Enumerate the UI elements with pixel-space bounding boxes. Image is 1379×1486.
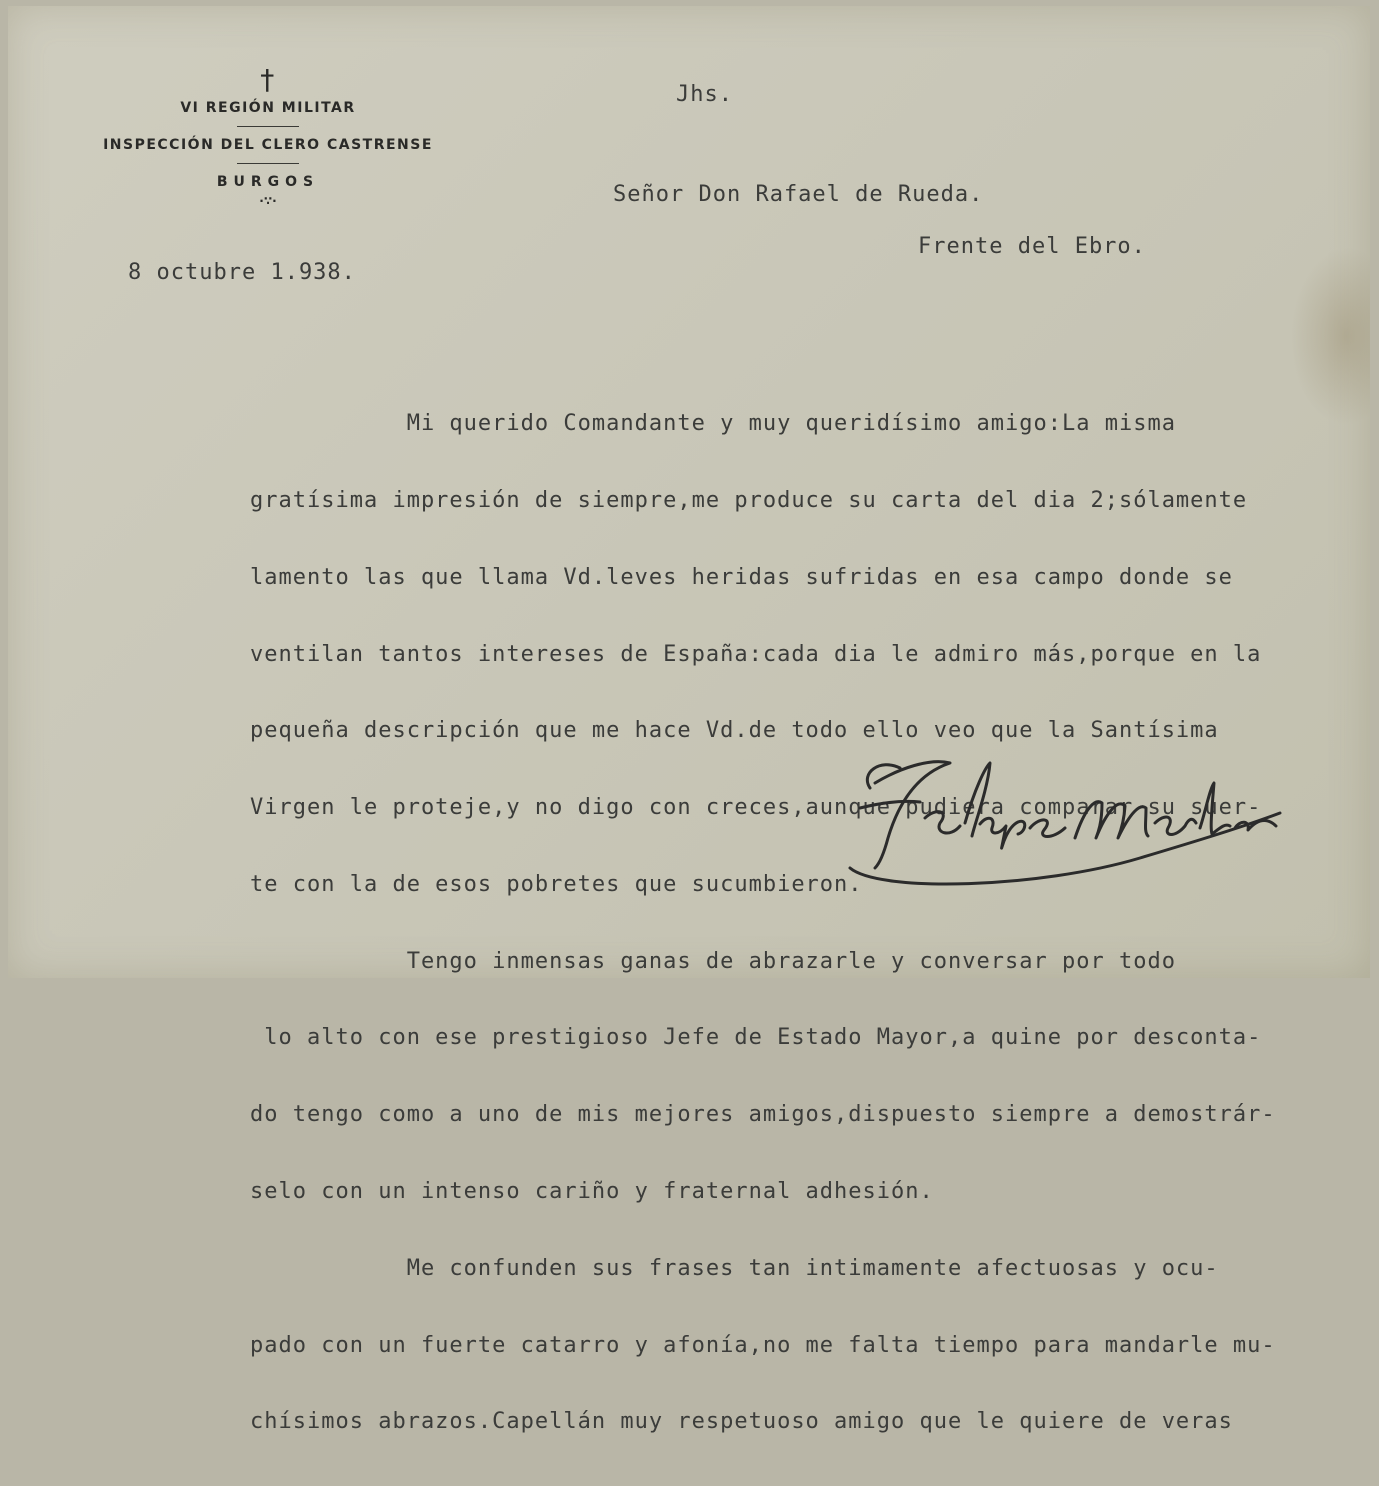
body-line: lamento las que llama Vd.leves heridas sufridas en esa campo donde se	[250, 564, 1233, 590]
body-line: Tengo inmensas ganas de abrazarle y conversar por todo	[250, 948, 1176, 974]
body-line: lo alto con ese prestigioso Jefe de Estado Mayor,a quine por desconta-	[250, 1025, 1262, 1051]
letterhead	[78, 63, 458, 208]
cross-icon: †	[260, 63, 276, 96]
letterhead-inspection: INSPECCIÓN DEL CLERO CASTRENSE	[103, 137, 433, 153]
ornament-icon: ·∵·	[259, 194, 277, 208]
paper-stain	[1290, 246, 1370, 426]
letterhead-divider	[237, 163, 299, 164]
letter-paper	[8, 6, 1370, 1435]
body-line: gratísima impresión de siempre,me produce su carta del dia 2;sólamente	[250, 487, 1248, 513]
body-line: do tengo como a uno de mis mejores amigos,dispuesto siempre a demostrár-	[250, 1102, 1276, 1128]
body-line: Me confunden sus frases tan intimamente afectuosas y ocu-	[250, 1255, 1219, 1281]
body-line: pequeña descripción que me hace Vd.de todo ello veo que la Santísima	[250, 718, 1219, 744]
letter-date: 8 octubre 1.938.	[128, 260, 356, 285]
salutation-mark: Jhs.	[676, 82, 733, 107]
body-line: chísimos abrazos.Capellán muy respetuoso amigo que le quiere de veras	[250, 1409, 1233, 1435]
body-line: pado con un fuerte catarro y afonía,no me falta tiempo para mandarle mu-	[250, 1332, 1276, 1358]
body-line: Virgen le proteje,y no digo con creces,aunque pudiera comparar su suer-	[250, 795, 1262, 821]
addressee: Señor Don Rafael de Rueda.	[613, 182, 984, 207]
letterhead-region: VI REGIÓN MILITAR	[180, 100, 356, 116]
handwritten-signature	[840, 728, 1300, 898]
location: Frente del Ebro.	[918, 234, 1146, 259]
body-line: Mi querido Comandante y muy queridísimo amigo:La misma	[250, 411, 1176, 437]
letterhead-city: BURGOS	[216, 174, 320, 190]
body-line: te con la de esos pobretes que sucumbieron.	[250, 871, 863, 897]
body-line: selo con un intenso cariño y fraternal adhesión.	[250, 1179, 934, 1204]
letter-body	[250, 360, 1276, 1486]
letterhead-divider	[237, 126, 299, 127]
body-line: ventilan tantos intereses de España:cada dia le admiro más,porque en la	[250, 641, 1262, 667]
